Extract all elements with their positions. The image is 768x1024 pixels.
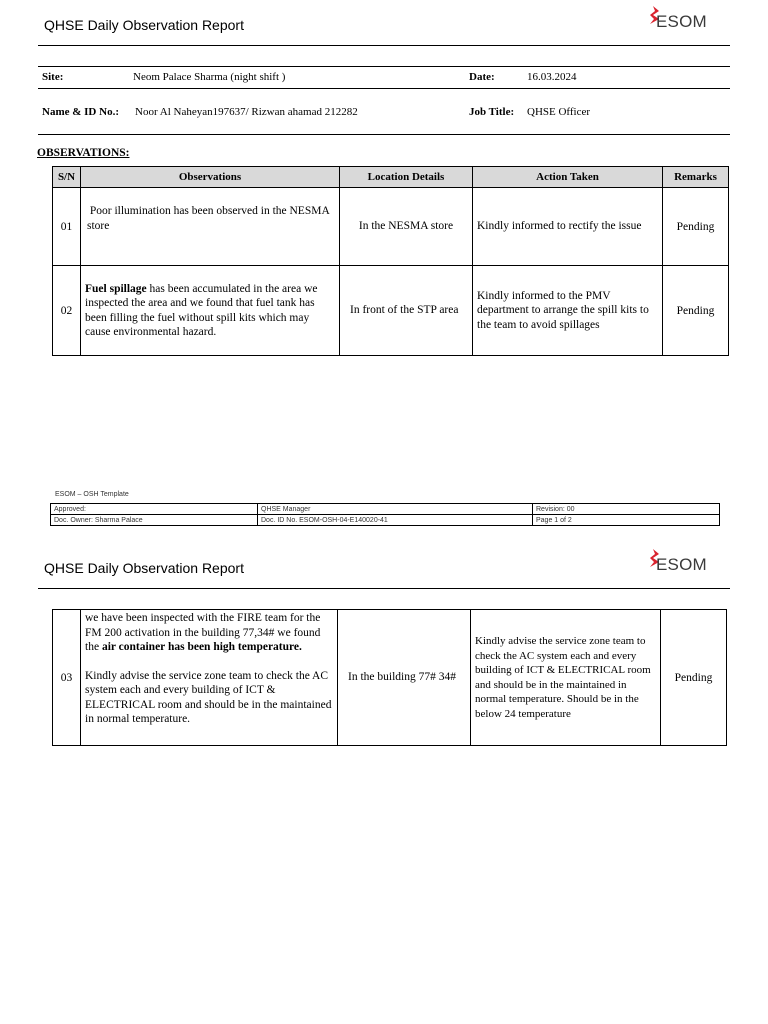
row-remarks: Pending — [663, 266, 729, 356]
observation-bold: Fuel spillage — [85, 282, 147, 295]
footer-qhse-manager: QHSE Manager — [258, 504, 533, 515]
header-rule-page2 — [38, 588, 730, 589]
observations-table-page2 — [52, 609, 727, 746]
job-label: Job Title: — [469, 106, 515, 118]
footer-approved: Approved: — [51, 504, 258, 515]
site-label: Site: — [42, 71, 64, 83]
row-remarks: Pending — [663, 188, 729, 266]
observation-text: has been accumulated in the area we inspected the area and we found that fuel tank has been filling the fuel without spill kits which may cause environmental hazard. — [85, 282, 318, 338]
footer-doc-owner: Doc. Owner: Sharma Palace — [51, 515, 258, 526]
row-action: Kindly advise the service zone team to check the AC system each and every building of ICT & ELECTRICAL room and should be in the maintained in normal temperature. Should be in the below 24 temperature — [471, 610, 661, 746]
observation-advice: Kindly advise the service zone team to check the AC system each and every building of ICT & ELECTRICAL room and should be in the maintained in normal temperature. — [85, 669, 332, 725]
logo-text: ESOM — [656, 12, 707, 31]
observation-text: we have been inspected with the FIRE team for the FM 200 activation in the building 77,34# we found the — [85, 612, 321, 653]
row-remarks: Pending — [661, 610, 727, 746]
footer-template: ESOM – OSH Template — [55, 491, 129, 498]
footer-table — [50, 503, 720, 526]
row-location: In the NESMA store — [340, 188, 473, 266]
footer-revision: Revision: 00 — [533, 504, 720, 515]
header-observations: Observations — [81, 167, 340, 188]
observation-bold: air container has been high temperature. — [101, 641, 302, 653]
report-title: QHSE Daily Observation Report — [44, 17, 244, 33]
row-observation — [81, 610, 338, 746]
header-location: Location Details — [340, 167, 473, 188]
name-value: Noor Al Naheyan197637/ Rizwan ahamad 212282 — [135, 106, 358, 118]
logo-text: ESOM — [656, 555, 707, 574]
table-row — [53, 188, 729, 266]
row-sn: 01 — [53, 188, 81, 266]
row-sn: 02 — [53, 266, 81, 356]
site-value: Neom Palace Sharma (night shift ) — [133, 71, 286, 83]
row-observation — [81, 188, 340, 266]
table-row — [53, 266, 729, 356]
name-label: Name & ID No.: — [42, 106, 119, 118]
header-sn: S/N — [53, 167, 81, 188]
info-top-rule — [38, 66, 730, 67]
date-value: 16.03.2024 — [527, 71, 577, 83]
row-observation — [81, 266, 340, 356]
row-location: In front of the STP area — [340, 266, 473, 356]
date-label: Date: — [469, 71, 495, 83]
job-value: QHSE Officer — [527, 106, 591, 118]
header-remarks: Remarks — [663, 167, 729, 188]
header-rule — [38, 45, 730, 46]
table-header-row — [53, 167, 729, 188]
footer-doc-id: Doc. ID No. ESOM-OSH-04-E140020-41 — [258, 515, 533, 526]
observation-text: Poor illumination has been observed in the NESMA store — [87, 205, 330, 232]
row-action: Kindly informed to rectify the issue — [473, 188, 663, 266]
esom-logo — [650, 6, 714, 32]
observations-table — [52, 166, 729, 356]
row-action: Kindly informed to the PMV department to arrange the spill kits to the team to avoid spillages — [473, 266, 663, 356]
table-row — [53, 610, 727, 746]
observations-heading: OBSERVATIONS: — [37, 147, 130, 159]
report-title-page2: QHSE Daily Observation Report — [44, 560, 244, 576]
footer-page: Page 1 of 2 — [533, 515, 720, 526]
row-sn: 03 — [53, 610, 81, 746]
header-action: Action Taken — [473, 167, 663, 188]
row-location: In the building 77# 34# — [338, 610, 471, 746]
info-mid-rule — [38, 88, 730, 89]
info-bottom-rule — [38, 134, 730, 135]
esom-logo-page2 — [650, 549, 714, 575]
